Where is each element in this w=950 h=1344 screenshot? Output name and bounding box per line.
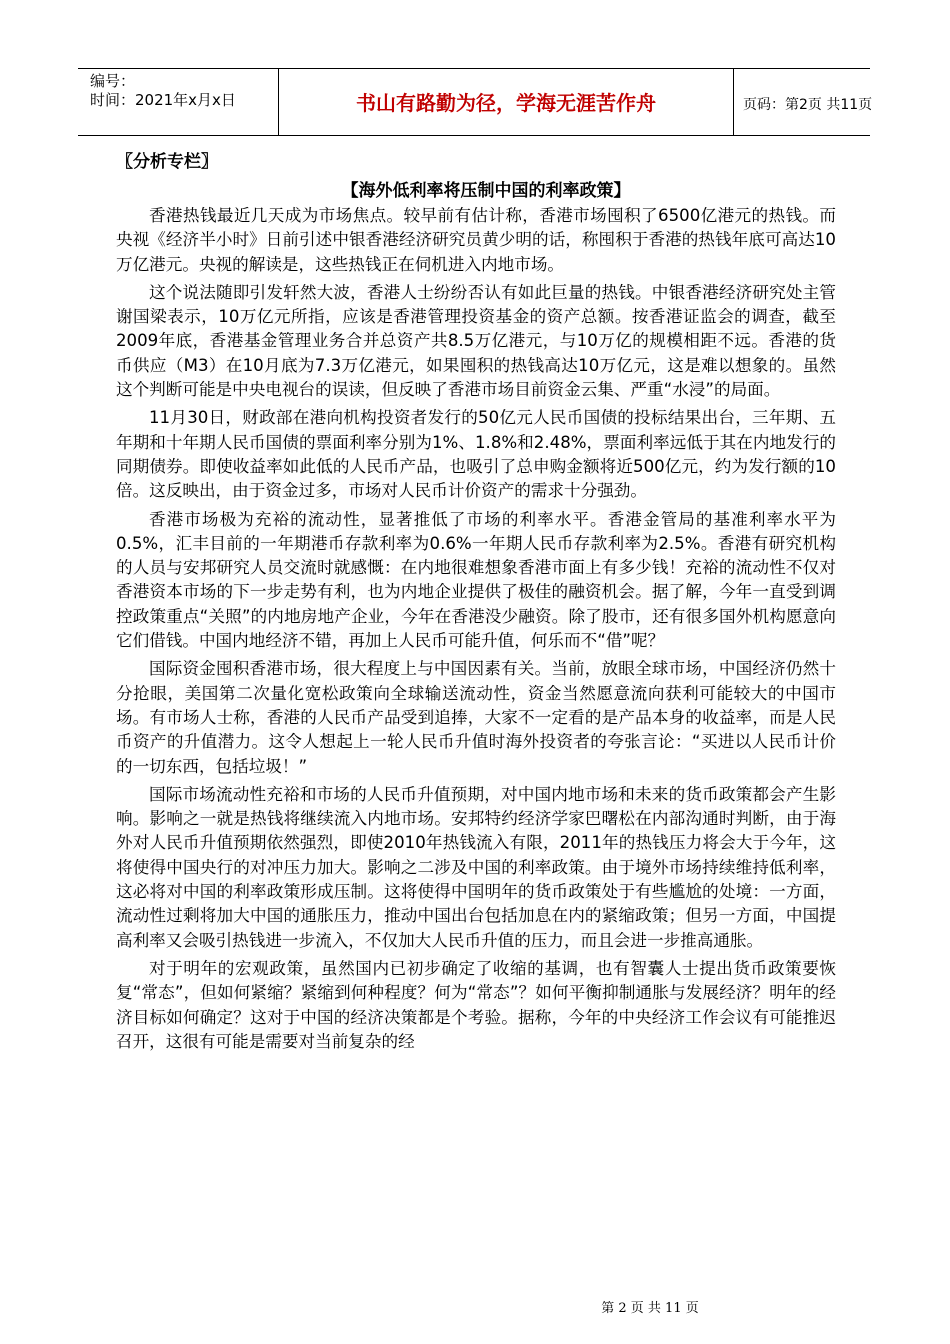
paragraph-5: 国际资金囤积香港市场，很大程度上与中国因素有关。当前，放眼全球市场，中国经济仍然十分抢眼，美国第二次量化宽松政策向全球输送流动性，资金当然愿意流向获利可能较大的中国市场。有市场人士称，香港的人民币产品受到追捧，大家不一定看的是产品本身的收益率，而是人民币资产的升值潜力。这令人想起上一轮人民币升值时海外投资者的夸张言论：“买进以人民币计价的一切东西，包括垃圾！”: [116, 659, 836, 776]
paragraph-6: 国际市场流动性充裕和市场的人民币升值预期，对中国内地市场和未来的货币政策都会产生影响。影响之一就是热钱将继续流入内地市场。安邦特约经济学家巴曙松在内部沟通时判断，由于海外对人民币升值预期依然强烈，即使2010年热钱流入有限，2011年的热钱压力将会大于今年，这将使得中国央行的对冲压力加大。影响之二涉及中国的利率政策。由于境外市场持续维持低利率，这必将对中国的利率政策形成压制。这将使得中国明年的货币政策处于有些尴尬的处境：一方面，流动性过剩将加大中国的通胀压力，推动中国出台包括加息在内的紧缩政策；但另一方面，中国提高利率又会吸引热钱进一步流入，不仅加大人民币升值的压力，而且会进一步推高通胀。: [116, 784, 836, 950]
footer-page-number: 第 2 页 共 11 页: [601, 1301, 699, 1316]
header-page-info: 页码：第2页 共11页: [743, 97, 873, 113]
header-motto: 书山有路勤为径，学海无涯苦作舟: [356, 91, 656, 115]
paragraph-4: 香港市场极为充裕的流动性，显著推低了市场的利率水平。香港金管局的基准利率水平为0.5%，汇丰目前的一年期港币存款利率为0.6%一年期人民币存款利率为2.5%。香港有研究机构的人员与安邦研究人员交流时就感慨：在内地很难想象香港市面上有多少钱！充裕的流动性不仅对香港资本市场的下一步走势有利，也为内地企业提供了极佳的融资机会。据了解，今年一直受到调控政策重点“关照”的内地房地产企业，今年在香港没少融资。除了股市，还有很多国外机构愿意向它们借钱。中国内地经济不错，再加上人民币可能升值，何乐而不“借”呢？: [116, 509, 836, 651]
header-right-cell: [733, 69, 873, 135]
document-date-label: 时间：2021年x月x日: [90, 91, 236, 109]
article-title: 【海外低利率将压制中国的利率政策】: [341, 181, 631, 201]
column-label: 〖分析专栏〗: [116, 152, 218, 172]
header-middle-cell: [278, 69, 734, 135]
page-footer: [0, 1297, 950, 1316]
document-body: [116, 150, 836, 1058]
paragraph-1: 香港热钱最近几天成为市场焦点。较早前有估计称，香港市场囤积了6500亿港元的热钱。而央视《经济半小时》日前引述中银香港经济研究员黄少明的话，称囤积于香港的热钱年底可高达10万亿港元。央视的解读是，这些热钱正在伺机进入内地市场。: [116, 206, 836, 274]
paragraph-2: 这个说法随即引发轩然大波，香港人士纷纷否认有如此巨量的热钱。中银香港经济研究处主管谢国梁表示，10万亿元所指，应该是香港管理投资基金的资产总额。按香港证监会的调查，截至2009年底，香港基金管理业务合并总资产共8.5万亿港元，与10万亿的规模相距不远。香港的货币供应（M3）在10月底为7.3万亿港元，如果囤积的热钱高达10万亿元，这是难以想象的。虽然这个判断可能是中央电视台的误读，但反映了香港市场目前资金云集、严重“水浸”的局面。: [116, 282, 836, 400]
page-header: [78, 68, 873, 136]
document-number-label: 编号：: [90, 72, 136, 90]
paragraph-3: 11月30日，财政部在港向机构投资者发行的50亿元人民币国债的投标结果出台，三年期、五年期和十年期人民币国债的票面利率分别为1%、1.8%和2.48%，票面利率远低于其在内地发行的同期债券。即使收益率如此低的人民币产品，也吸引了总申购金额将近500亿元，约为发行额的10倍。这反映出，由于资金过多，市场对人民币计价资产的需求十分强劲。: [116, 408, 836, 501]
header-left-cell: [78, 69, 278, 135]
paragraph-7: 对于明年的宏观政策，虽然国内已初步确定了收缩的基调，也有智囊人士提出货币政策要恢复“常态”，但如何紧缩？紧缩到何种程度？何为“常态”？如何平衡抑制通胀与发展经济？明年的经济目标如何确定？这对于中国的经济决策都是个考验。据称，今年的中央经济工作会议有可能推迟召开，这很有可能是需要对当前复杂的经: [116, 958, 836, 1051]
